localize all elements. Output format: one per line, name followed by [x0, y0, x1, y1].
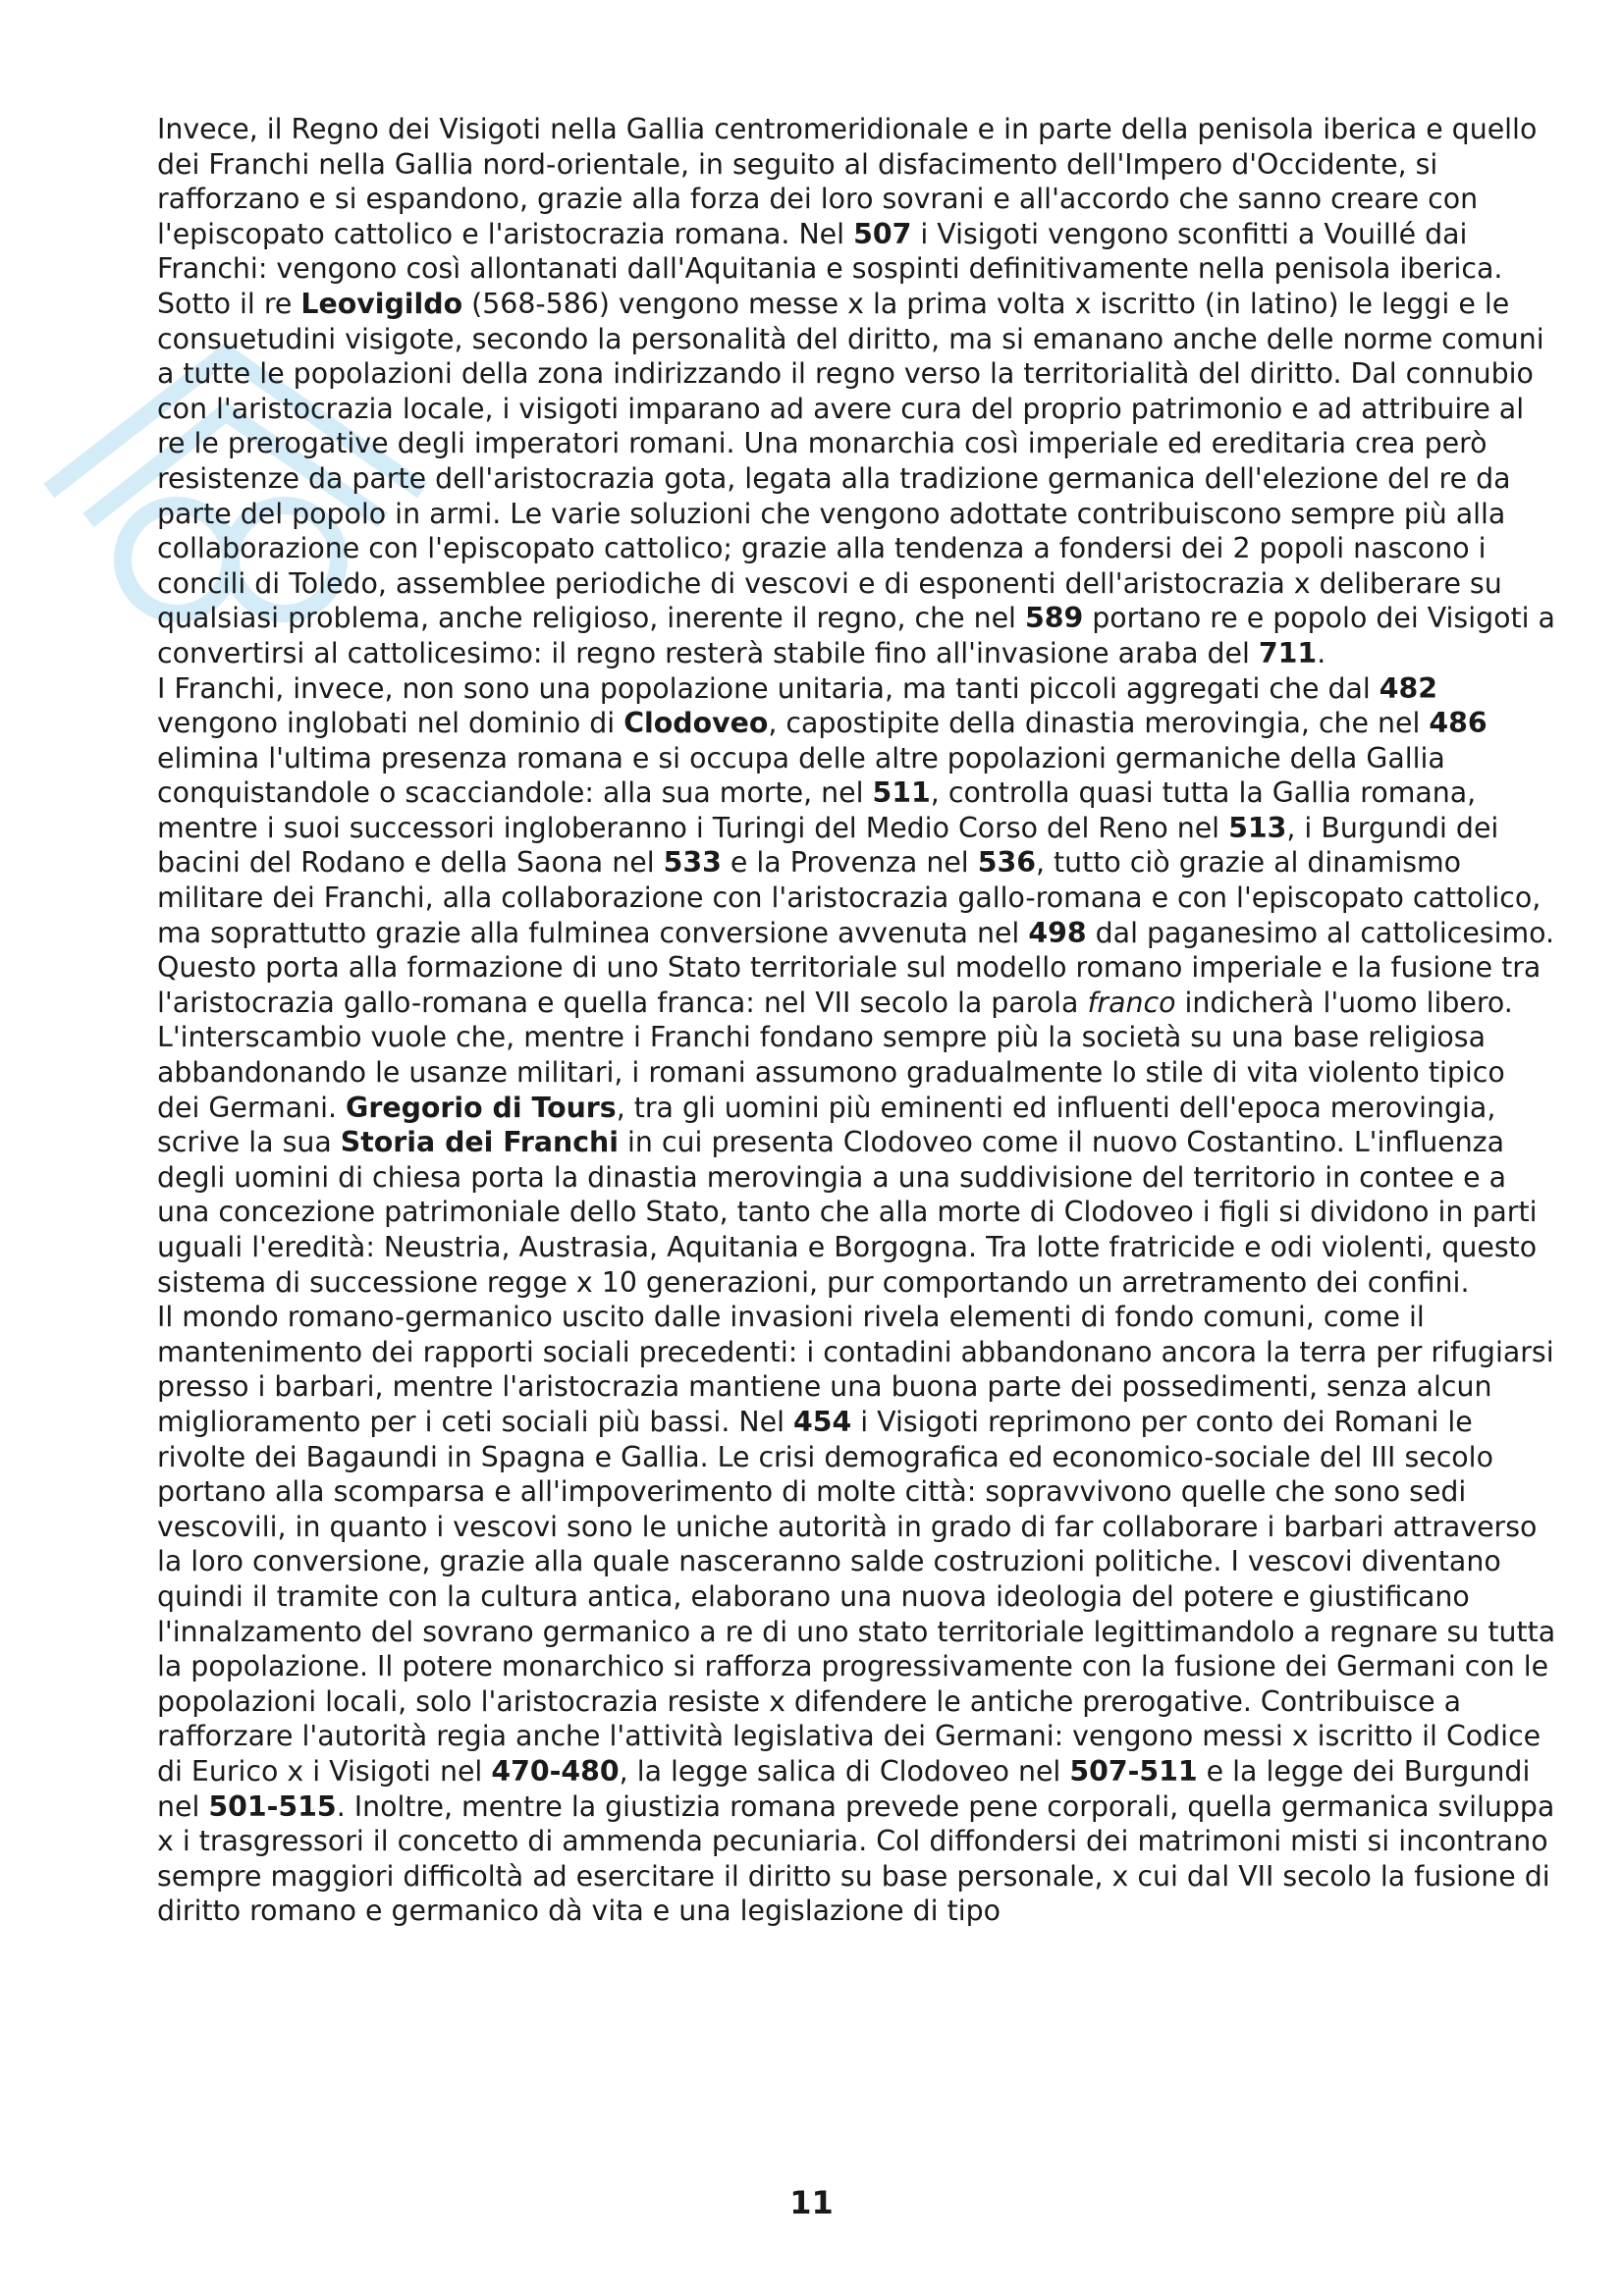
text-run: . [1317, 636, 1326, 669]
bold-text: Gregorio di Tours [346, 1091, 617, 1124]
bold-text: 511 [872, 776, 931, 810]
text-run: e la legge dei Burgundi nel [157, 1754, 1531, 1823]
text-run: , i Burgundi dei bacini del Rodano e della Saona nel [157, 811, 1499, 880]
document-body [157, 112, 1556, 1929]
text-run: , tra gli uomini più eminenti ed influenti dell'epoca merovingia, scrive la sua [157, 1091, 1496, 1159]
text-run: i Visigoti vengono sconfitti a Vouillé dai Franchi: vengono così allontanati dall'Aquitania e sospinti definitivamente nella penisola iberica. Sotto il re [157, 217, 1503, 320]
bold-text: 498 [1028, 916, 1087, 949]
page-number: 11 [789, 2184, 834, 2221]
bold-text: 533 [663, 846, 722, 880]
text-run: (568-586) vengono messe x la prima volta x iscritto (in latino) le leggi e le consuetudini visigote, secondo la personalità del diritto, ma si emanano anche delle norme comuni a tutte le popolazioni della zona indirizzando il regno verso la territorialità del diritto. Dal connubio con l'aristocrazia locale, i visigoti imparano ad avere cura del proprio patrimonio e ad attribuire al re le prerogative degli imperatori romani. Una monarchia così imperiale ed ereditaria crea però resistenze da parte dell'aristocrazia gota, legata alla tradizione germanica dell'elezione del re da parte del popolo in armi. Le varie soluzioni che vengono adottate contribuiscono sempre più alla collaborazione con l'episcopato cattolico; grazie alla tendenza a fondersi dei 2 popoli nascono i concili di Toledo, assemblee periodiche di vescovi e di esponenti dell'aristocrazia x deliberare su qualsiasi problema, anche religioso, inerente il regno, che nel [157, 287, 1544, 635]
bold-text: 507 [853, 217, 912, 250]
bold-text: 507-511 [1069, 1754, 1198, 1788]
text-run: , controlla quasi tutta la Gallia romana, mentre i suoi successori ingloberanno i Turingi del Medio Corso del Reno nel [157, 776, 1477, 844]
text-run: dal paganesimo al cattolicesimo. Questo porta alla formazione di uno Stato territoriale sul modello romano imperiale e la fusione tra l'aristocrazia gallo-romana e quella franca: nel VII secolo la parola [157, 916, 1555, 1019]
paragraph [157, 112, 1556, 671]
bold-text: 482 [1379, 671, 1438, 705]
text-run: i Visigoti reprimono per conto dei Romani le rivolte dei Bagaundi in Spagna e Gallia. Le crisi demografica ed economico-sociale del III secolo portano alla scomparsa e all'impoverimento di molte città: sopravvivono quelle che sono sedi vescovili, in quanto i vescovi sono le uniche autorità in grado di far collaborare i barbari attraverso la loro conversione, grazie alla quale nasceranno salde costruzioni politiche. I vescovi diventano quindi il tramite con la cultura antica, elaborano una nuova ideologia del potere e giustificano l'innalzamento del sovrano germanico a re di uno stato territoriale legittimandolo a regnare su tutta la popolazione. Il potere monarchico si rafforza progressivamente con la fusione dei Germani con le popolazioni locali, solo l'aristocrazia resiste x difendere le antiche prerogative. Contribuisce a rafforzare l'autorità regia anche l'attività legislativa dei Germani: vengono messi x iscritto il Codice di Eurico x i Visigoti nel [157, 1405, 1556, 1788]
text-run: vengono inglobati nel dominio di [157, 707, 624, 740]
bold-text: Leovigildo [300, 287, 463, 320]
text-run: Il mondo romano-germanico uscito dalle invasioni rivela elementi di fondo comuni, come il mantenimento dei rapporti sociali precedenti: i contadini abbandonano ancora la terra per rifugiarsi presso i barbari, mentre l'aristocrazia mantiene una buona parte dei possedimenti, senza alcun miglioramento per i ceti sociali più bassi. Nel [157, 1301, 1554, 1438]
text-run: . Inoltre, mentre la giustizia romana prevede pene corporali, quella germanica sviluppa x i trasgressori il concetto di ammenda pecuniaria. Col diffondersi dei matrimoni misti si incontrano sempre maggiori difficoltà ad esercitare il diritto su base personale, x cui dal VII secolo la fusione di diritto romano e germanico dà vita e una legislazione di tipo [157, 1789, 1555, 1928]
bold-text: Storia dei Franchi [340, 1126, 619, 1159]
italic-text: franco [1087, 986, 1176, 1019]
bold-text: 589 [1024, 602, 1084, 635]
bold-text: 513 [1228, 811, 1287, 844]
bold-text: 711 [1258, 636, 1318, 669]
text-run: indicherà l'uomo libero. L'interscambio vuole che, mentre i Franchi fondano sempre più la società su una base religiosa abbandonando le usanze militari, i romani assumono gradualmente lo stile di vita violento tipico dei Germani. [157, 986, 1513, 1124]
text-run: portano re e popolo dei Visigoti a convertirsi al cattolicesimo: il regno resterà stabile fino all'invasione araba del [157, 602, 1555, 669]
text-run: elimina l'ultima presenza romana e si occupa delle altre popolazioni germaniche della Gallia conquistandole o scacciandole: alla sua morte, nel [157, 741, 1445, 810]
text-run: in cui presenta Clodoveo come il nuovo Costantino. L'influenza degli uomini di chiesa porta la dinastia merovingia a una suddivisione del territorio in contee e a una concezione patrimoniale dello Stato, tanto che alla morte di Clodoveo i figli si dividono in parti uguali l'eredità: Neustria, Austrasia, Aquitania e Borgogna. Tra lotte fratricide e odi violenti, questo sistema di successione regge x 10 generazioni, pur comportando un arretramento dei confini. [157, 1126, 1538, 1299]
text-run: , la legge salica di Clodoveo nel [619, 1754, 1070, 1788]
bold-text: 486 [1429, 707, 1488, 740]
bold-text: 501-515 [208, 1789, 337, 1823]
bold-text: Clodoveo [623, 707, 769, 740]
text-run: I Franchi, invece, non sono una popolazione unitaria, ma tanti piccoli aggregati che dal [157, 671, 1380, 705]
text-run: , tutto ciò grazie al dinamismo militare dei Franchi, alla collaborazione con l'aristocrazia gallo-romana e con l'episcopato cattolico, ma soprattutto grazie alla fulminea conversione avvenuta nel [157, 846, 1542, 949]
bold-text: 470-480 [491, 1754, 620, 1788]
text-run: , capostipite della dinastia merovingia, che nel [768, 707, 1430, 740]
text-run: e la Provenza nel [721, 846, 978, 880]
paragraph [157, 1300, 1556, 1929]
paragraph [157, 671, 1556, 1301]
bold-text: 454 [792, 1405, 852, 1438]
text-run: Invece, il Regno dei Visigoti nella Gallia centromeridionale e in parte della penisola iberica e quello dei Franchi nella Gallia nord-orientale, in seguito al disfacimento dell'Impero d'Occidente, si rafforzano e si espandono, grazie alla forza dei loro sovrani e all'accordo che sanno creare con l'episcopato cattolico e l'aristocrazia romana. Nel [157, 113, 1538, 250]
bold-text: 536 [977, 846, 1036, 880]
